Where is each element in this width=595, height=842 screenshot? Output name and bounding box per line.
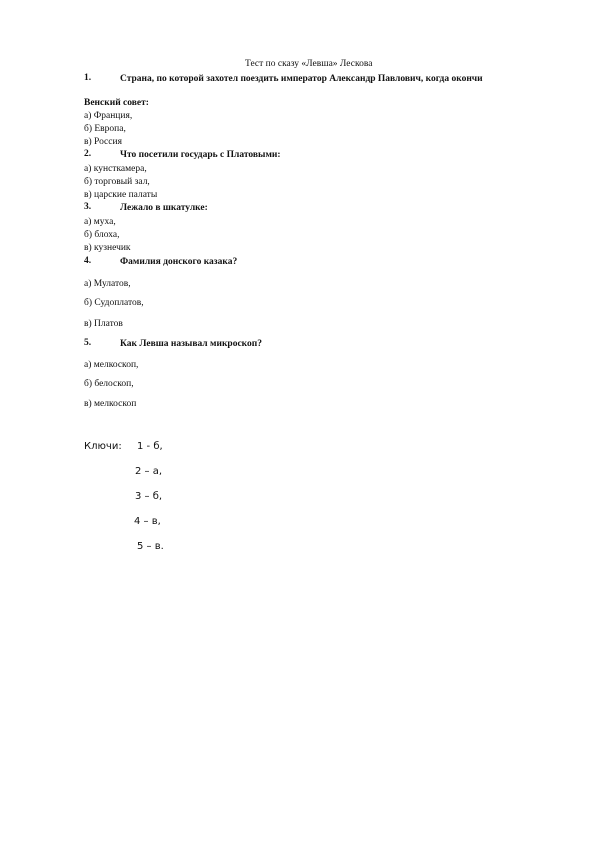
question-4-option-c: в) Платов bbox=[84, 319, 123, 329]
question-5-text: Как Левша называл микроскоп? bbox=[120, 339, 262, 349]
question-4-option-b: б) Судоплатов, bbox=[84, 298, 144, 308]
key-item-3: 3 – б, bbox=[135, 491, 163, 502]
key-item-4: 4 – в, bbox=[134, 516, 161, 527]
question-3-number: 3. bbox=[84, 202, 92, 212]
question-1-option-b: б) Европа, bbox=[84, 124, 126, 134]
question-3-option-c: в) кузнечик bbox=[84, 243, 131, 253]
question-2-number: 2. bbox=[84, 149, 92, 159]
question-2-option-a: а) кунсткамера, bbox=[84, 164, 147, 174]
question-5-number: 5. bbox=[84, 338, 92, 348]
question-4-option-a: а) Мулатов, bbox=[84, 279, 131, 289]
question-5-option-c: в) мелкоскоп bbox=[84, 399, 137, 409]
question-3-option-a: а) муха, bbox=[84, 217, 116, 227]
question-5-option-b: б) белоскоп, bbox=[84, 379, 134, 389]
question-3-text: Лежало в шкатулке: bbox=[120, 203, 208, 213]
key-item-5: 5 – в. bbox=[137, 541, 164, 552]
question-3-option-b: б) блоха, bbox=[84, 230, 120, 240]
key-item-1: 1 - б, bbox=[137, 441, 163, 452]
key-item-2: 2 – а, bbox=[135, 466, 163, 477]
keys-label: Ключи: bbox=[84, 441, 122, 452]
question-4-number: 4. bbox=[84, 256, 92, 266]
page-title: Тест по сказу «Левша» Лескова bbox=[245, 59, 373, 69]
question-2-option-b: б) торговый зал, bbox=[84, 177, 150, 187]
question-4-text: Фамилия донского казака? bbox=[120, 257, 238, 267]
question-1-text-continued: Венский совет: bbox=[84, 98, 149, 108]
question-1-option-a: а) Франция, bbox=[84, 111, 133, 121]
question-5-option-a: а) мелкоскоп, bbox=[84, 360, 139, 370]
question-2-text: Что посетили государь с Платовыми: bbox=[120, 150, 281, 160]
question-1-text: Страна, по которой захотел поездить император Александр Павлович, когда окончи bbox=[120, 74, 483, 84]
question-1-number: 1. bbox=[84, 73, 92, 83]
question-1-option-c: в) Россия bbox=[84, 137, 122, 147]
question-2-option-c: в) царские палаты bbox=[84, 190, 158, 200]
